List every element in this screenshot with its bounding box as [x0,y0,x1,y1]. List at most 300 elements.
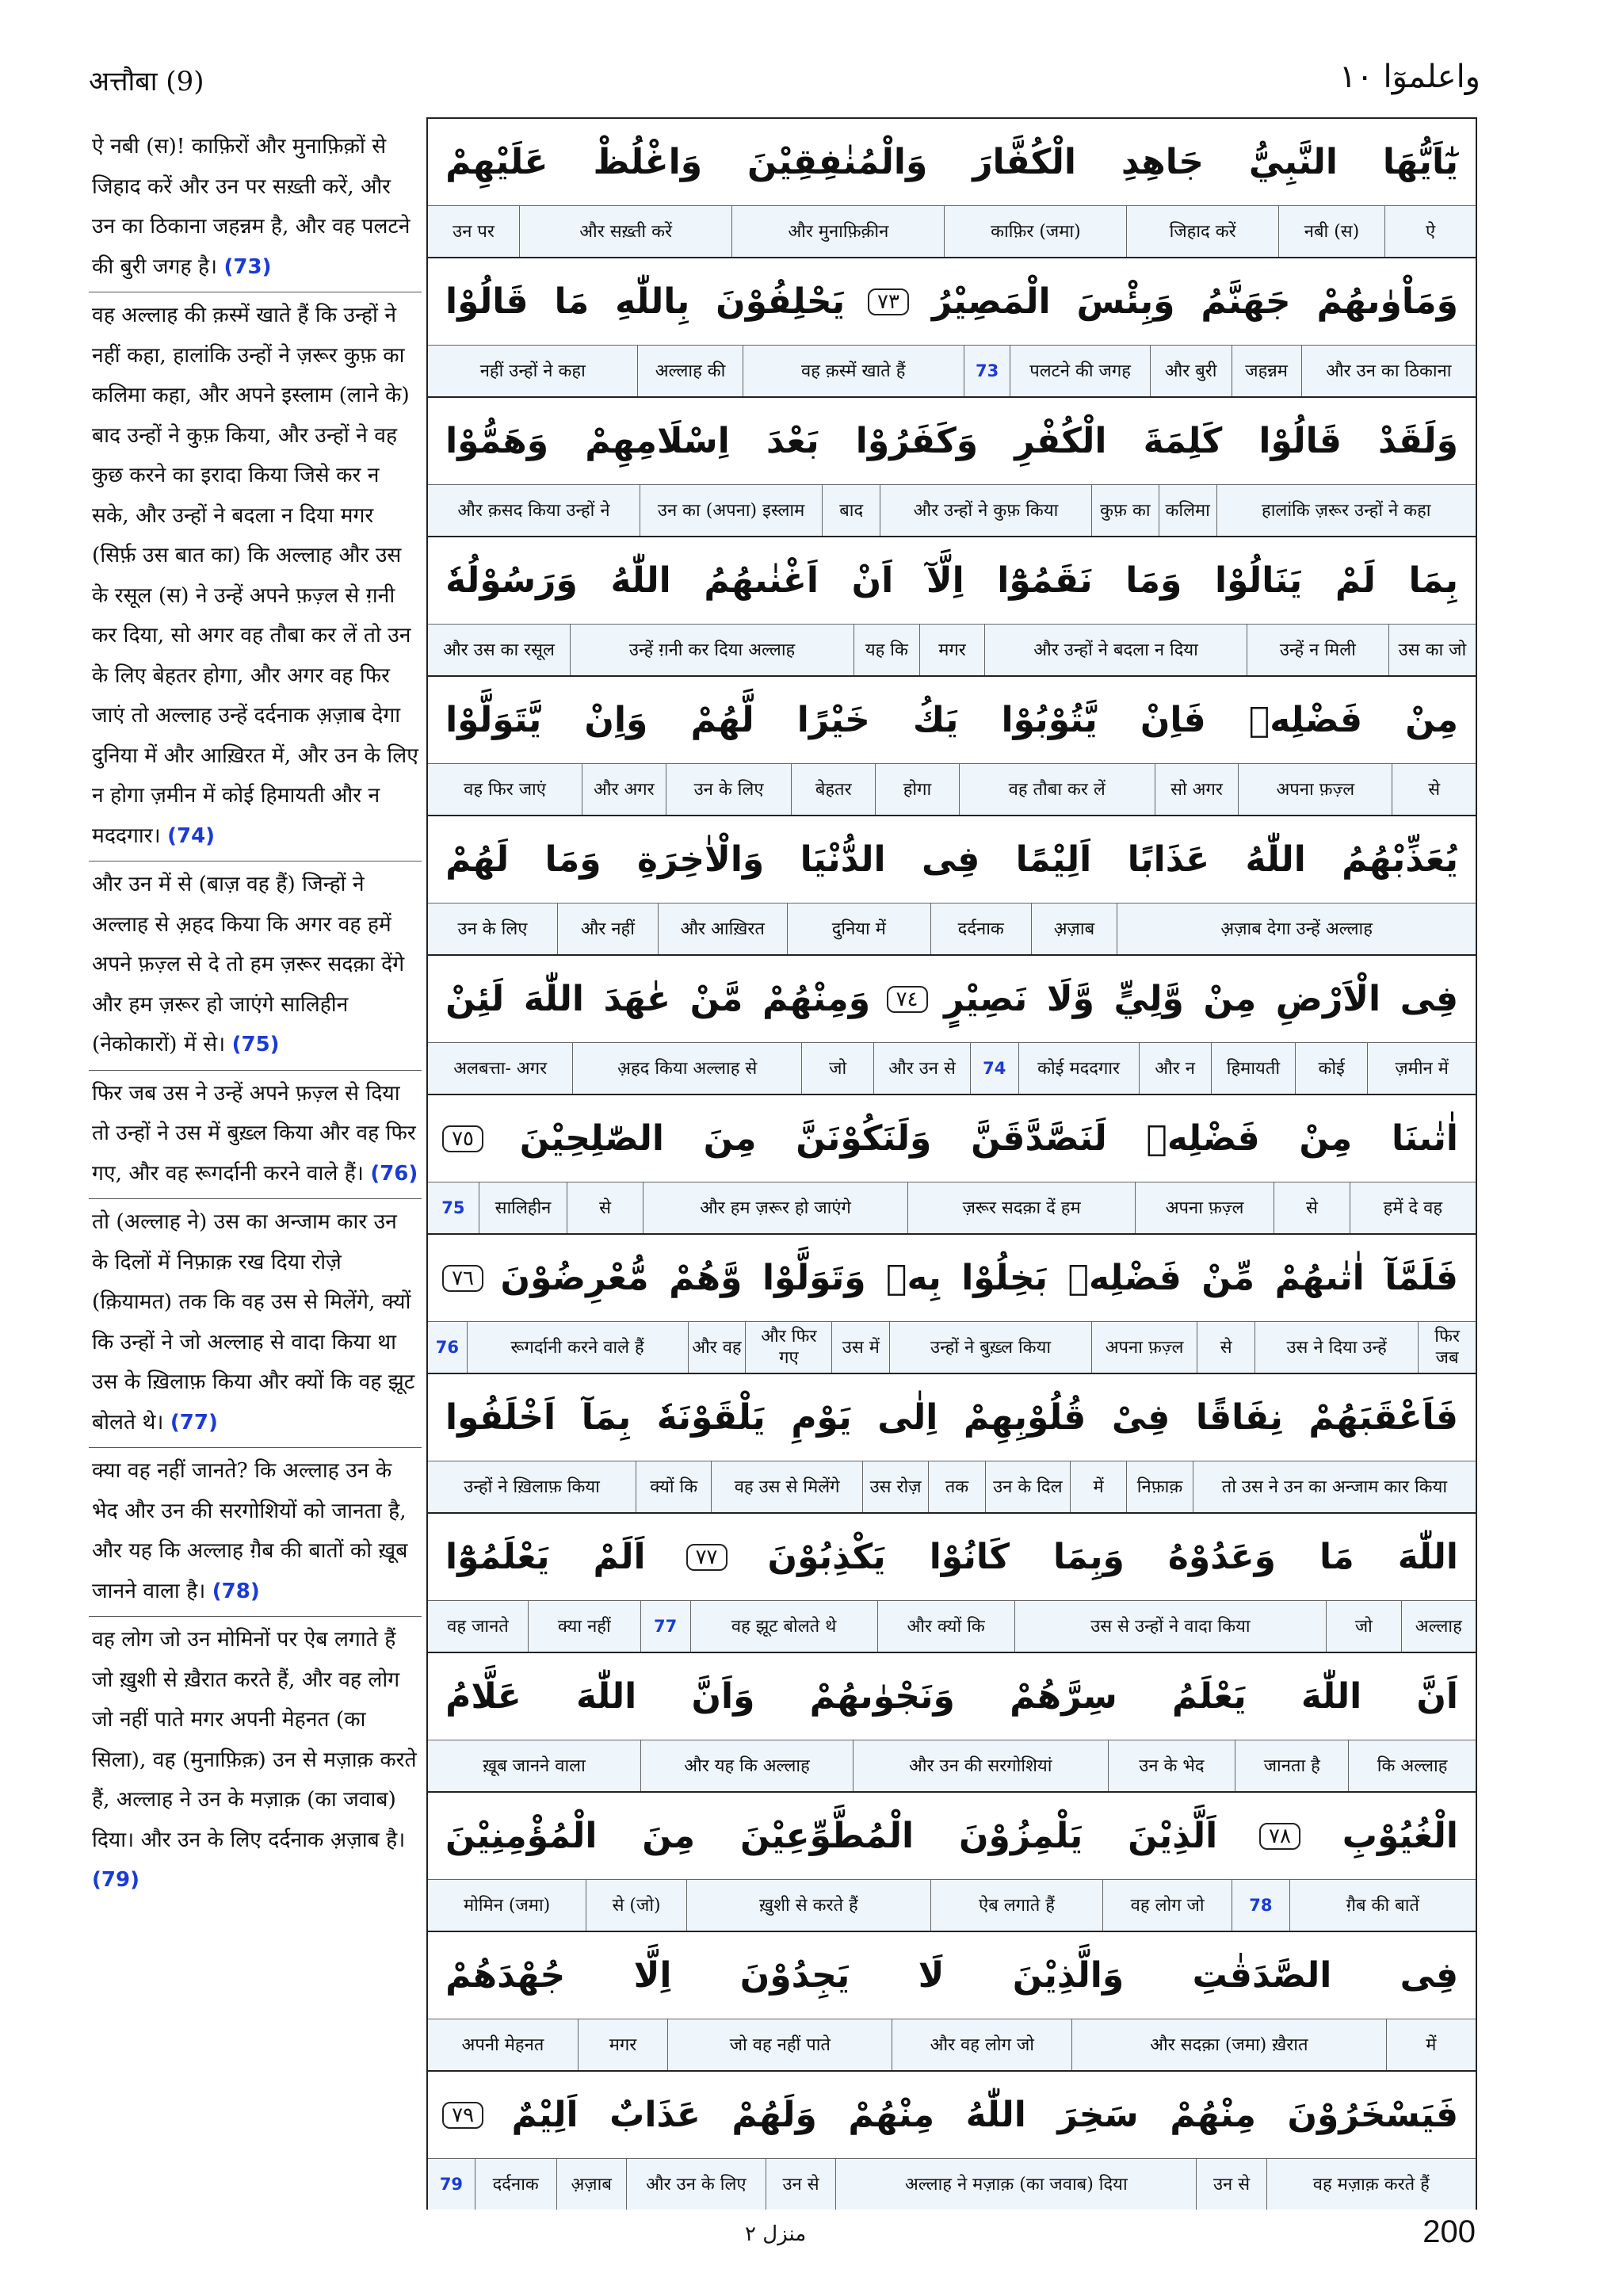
word-meaning-cell: अ़ज़ाब देगा उन्हें अल्लाह [1117,904,1476,954]
word-meaning-cell: और यह कि अल्लाह [640,1740,853,1791]
arabic-word: عَذَابًا [1127,839,1210,880]
arabic-word: فَاِنْ [1140,700,1206,740]
arabic-word: بِمَا [1408,560,1458,601]
arabic-word: اَلَمْ [593,1537,646,1577]
verse-number-cell: 78 [1232,1880,1289,1931]
word-meaning-cell: अपना फ़ज़्ल [1135,1182,1274,1233]
arabic-word: الْمُؤْمِنِيْنَ [445,1816,598,1856]
word-meaning-cell: उन्हों ने ख़िलाफ़ किया [464,1477,600,1497]
verse-row [428,1095,1476,1235]
arabic-word: مُّعْرِضُوْنَ [500,1258,649,1298]
arabic-word: مِنْ [1299,1118,1353,1159]
verse-row [428,1932,1476,2072]
word-by-word-panel [426,117,1477,2210]
word-meaning-cell: जिहाद करें [1126,206,1278,257]
word-meaning-cell: मगर [919,625,985,675]
verse-number-cell: 77 [640,1601,690,1652]
word-meaning-cell: ऐ [1384,206,1476,257]
word-meaning-cell: उन के लिए [457,919,528,939]
verse-row [428,258,1476,398]
word-meaning-cell: कोई [1295,1043,1367,1094]
paragraph-text: वह अल्लाह की क़स्में खाते हैं कि उन्हों ने नहीं कहा, हालांकि उन्हों ने ज़रूर कुफ़ का कलिमा कहा, और अपने इस्लाम (लाने के) बाद उन्हों ने कुफ़ किया, और उन्हों ने वह कुछ करने का इरादा किया जिसे कर न सके, और उन्हों ने बदला न दिया मगर (सिर्फ़ उस बात का) कि अल्लाह और उस के रसूल (स) ने उन्हें अपने फ़ज़्ल से ग़नी कर दिया, सो अगर वह तौबा कर लें तो उन के लिए बेहतर होगा, और अगर वह फिर जाएं तो अल्लाह उन्हें दर्दनाक अ़ज़ाब देगा दुनिया में और आख़िरत में, और उन के लिए न होगा ज़मीन में कोई हिमायती और न मददगार। [92,303,418,848]
translation-cells [428,764,1476,815]
arabic-word: مَّنْ [689,979,743,1019]
word-meaning-cell: तो उस ने उन का अन्जाम कार किया [1193,1461,1476,1512]
arabic-word: يُعَذِّبْهُمُ [1342,839,1458,880]
arabic-word: الْكُفْرِ [1014,421,1107,461]
verse-number-cell: 76 [435,1337,459,1357]
word-meaning-cell: ख़ुशी से करते हैं [686,1880,930,1931]
verse-row [428,816,1476,956]
word-meaning-cell: कलिमा [1159,485,1216,536]
arabic-word: فَيَسْخَرُوْنَ [1287,2095,1458,2135]
word-meaning-cell: पलटने की जगह [1010,346,1149,396]
arabic-word: وَتَوَلَّوْا [762,1258,866,1298]
translation-paragraph [89,1074,422,1200]
arabic-word: جَهَنَّمُ [1201,281,1291,322]
arabic-word: لَّهُمْ [690,700,754,740]
word-meaning-cell: अपनी मेहनत [461,2034,544,2055]
arabic-word: يَلْقَوْنَهٗ [656,1397,766,1438]
paragraph-text: क्या वह नहीं जानते? कि अल्लाह उन के भेद और उन की सरगोशियों को जानता है, और यह कि अल्लाह ग़ैब की बातों को ख़ूब जानने वाला है। [92,1458,408,1603]
arabic-word: لَئِنْ [445,979,505,1019]
translation-cells [428,2159,1476,2210]
word-meaning-cell: उन का (अपना) इस्लाम [640,485,822,536]
arabic-word: يَّتَوَلَّوْا [445,700,542,740]
arabic-word: الْمَصِيْرُ [931,281,1051,322]
word-meaning-cell: वह क़स्में खाते हैं [743,346,964,396]
verse-number: (79) [92,1868,139,1892]
word-meaning-cell: और उन्हों ने बदला न दिया [984,625,1247,675]
arabic-word: كَلِمَةَ [1143,421,1223,461]
arabic-word: فِى [1400,979,1458,1019]
arabic-word: وَكَفَرُوْا [855,421,979,461]
arabic-word: اِلَّا [633,1955,672,1996]
arabic-line [428,258,1476,346]
word-meaning-cell: उन पर [453,221,495,242]
word-meaning-cell: कि अल्लाह [1348,1740,1476,1791]
word-meaning-cell: कुफ़ का [1091,485,1159,536]
arabic-word: وَالْمُنٰفِقِيْنَ [747,142,928,182]
word-meaning-cell: सालिहीन [479,1182,567,1233]
arabic-word: بَعْدَ [766,421,819,461]
word-meaning-cell: जो वह नहीं पाते [667,2019,892,2070]
arabic-word: اٰتٰىهُمْ [1274,1258,1365,1298]
arabic-line [428,537,1476,625]
arabic-word: اَنَّ [1416,1676,1458,1717]
verse-row [428,1374,1476,1514]
word-meaning-cell: वह तौबा कर लें [959,764,1155,815]
paragraph-text: वह लोग जो उन मोमिनों पर ऐब लगाते हैं जो ख़ुशी से ख़ैरात करते हैं, और वह लोग जो नहीं पाते मगर अपनी मेहनत (का सिला), वह (मुनाफ़िक़) उन से मज़ाक़ करते हैं, अल्लाह ने उन के मज़ाक़ (का जवाब) दिया। और उन के लिए दर्दनाक अ़ज़ाब है। [92,1627,417,1852]
arabic-word: الْاَرْضِ [1275,979,1381,1019]
arabic-word: وَلَقَدْ [1378,421,1458,461]
translation-cells [428,485,1476,536]
word-meaning-cell: में [1070,1461,1126,1512]
arabic-word: وَلَهُمْ [731,2095,817,2135]
ayah-marker: ٧٧ [686,1544,727,1571]
arabic-word: اللّٰهَ [523,979,584,1019]
word-meaning-cell: तक [928,1461,984,1512]
arabic-word: اَلِيْمٌ [511,2095,579,2135]
translation-cells [428,1322,1476,1373]
arabic-word: اللّٰهَ [1397,1537,1458,1577]
word-meaning-cell: और सख़्ती करें [519,206,731,257]
arabic-word: وَبِمَا [1052,1537,1125,1577]
verse-number: (78) [212,1579,260,1603]
word-meaning-cell: जहन्नम [1232,346,1301,396]
word-meaning-cell: ऐब लगाते हैं [930,1880,1102,1931]
arabic-word: قَالُوْا [1258,421,1342,461]
word-meaning-cell: और नहीं [557,904,658,954]
translation-cells [428,1880,1476,1931]
word-meaning-cell: और हम ज़रूर हो जाएंगे [643,1182,907,1233]
arabic-word: جُهْدَهُمْ [445,1955,566,1996]
arabic-word: يَعْلَمُ [1171,1676,1247,1717]
verse-number: (73) [223,254,272,279]
ayah-marker: ٧٥ [442,1125,483,1152]
arabic-word: بِهٖ [886,1258,941,1298]
arabic-word: فَلَمَّآ [1384,1258,1458,1298]
verse-number-cell: 74 [970,1043,1018,1094]
arabic-word: مِنْ [1203,979,1257,1019]
verse-number: (76) [370,1161,418,1186]
juz-title: واعلموٓا ١٠ [1338,59,1480,95]
word-meaning-cell: अ़ज़ाब [1031,904,1117,954]
arabic-word: يٰٓاَيُّهَا [1382,142,1458,182]
arabic-word: اَنْ [851,560,894,601]
word-meaning-cell: अ़हद किया अल्लाह से [572,1043,801,1094]
word-meaning-cell: उस का जो [1388,625,1476,675]
word-meaning-cell: यह कि [854,625,919,675]
translation-paragraph [89,296,422,861]
arabic-line [428,119,1476,206]
word-meaning-cell: अल्लाह [1401,1601,1476,1652]
word-meaning-cell: होगा [875,764,959,815]
ayah-marker: ٧٤ [887,986,928,1013]
arabic-line [428,1793,1476,1880]
word-meaning-cell: जानता है [1235,1740,1348,1791]
word-meaning-cell: वह लोग जो [1102,1880,1232,1931]
arabic-word: سِرَّهُمْ [1010,1676,1117,1717]
word-meaning-cell: से (जो) [586,1880,686,1931]
word-meaning-cell: और वह [688,1322,746,1373]
word-meaning-cell: और उन का ठिकाना [1301,346,1476,396]
word-meaning-cell: और न [1139,1043,1211,1094]
word-meaning-cell: अपना फ़ज़्ल [1238,764,1392,815]
word-meaning-cell: हालांकि ज़रूर उन्हों ने कहा [1216,485,1476,536]
translation-paragraph [89,1620,422,1905]
word-meaning-cell: निफ़ाक़ [1126,1461,1192,1512]
arabic-word: الْكُفَّارَ [972,142,1076,182]
page-number: 200 [1423,2214,1476,2249]
arabic-line [428,1932,1476,2019]
arabic-word: مِنْهُمْ [1170,2095,1256,2135]
word-meaning-cell: अल्लाह की [637,346,742,396]
arabic-word: يَوْمِ [791,1397,852,1438]
arabic-line [428,1374,1476,1461]
arabic-word: اَلِيْمًا [1015,839,1092,880]
word-meaning-cell: जो [1326,1601,1400,1652]
word-meaning-cell: दर्दनाक [930,904,1031,954]
arabic-word: فِى [1400,1955,1458,1996]
arabic-word: وَاَنَّ [691,1676,755,1717]
translation-paragraph [89,1451,422,1617]
arabic-word: بَخِلُوْا [961,1258,1048,1298]
arabic-word: اللّٰهَ [576,1676,637,1717]
word-meaning-cell: जो [801,1043,873,1094]
word-meaning-cell: मोमिन (जमा) [463,1895,551,1916]
arabic-word: اَغْنٰىهُمُ [704,560,819,601]
word-meaning-cell: और उन के लिए [626,2159,766,2210]
arabic-word: وَالْاٰخِرَةِ [637,839,765,880]
arabic-word: مِنْ [1405,700,1458,740]
word-meaning-cell: दुनिया में [787,904,930,954]
arabic-word: قُلُوْبِهِمْ [963,1397,1086,1438]
arabic-line [428,398,1476,485]
verse-row [428,2072,1476,2210]
word-meaning-cell: और उन की सरगोशियां [853,1740,1108,1791]
word-meaning-cell: उस रोज़ [862,1461,928,1512]
arabic-word: اللّٰهَ [1300,1676,1362,1717]
word-meaning-cell: ज़मीन में [1367,1043,1476,1094]
translation-cells [428,1601,1476,1652]
arabic-word: فِى [921,839,980,880]
word-meaning-cell: उस ने दिया उन्हें [1254,1322,1418,1373]
word-meaning-cell: उन के लिए [666,764,792,815]
arabic-word: وَرَسُوْلُهٗ [445,560,578,601]
word-meaning-cell: नहीं उन्हों ने कहा [479,361,586,381]
arabic-word: عَلَّامُ [445,1676,521,1717]
arabic-word: نَقَمُوْٓا [997,560,1093,601]
paragraph-text: तो (अल्लाह ने) उस का अन्जाम कार उन के दिलों में निफ़ाक़ रख दिया रोज़े (क़ियामत) तक कि वह उस से मिलेंगे, क्यों कि उन्हों ने जो अल्लाह से वादा किया था उस के ख़िलाफ़ किया और क्यों कि वह झूट बोलते थे। [92,1209,415,1435]
arabic-word: وَعَدُوْهُ [1167,1537,1277,1577]
arabic-word: يَلْمِزُوْنَ [958,1816,1083,1856]
arabic-word: وَالَّذِيْنَ [1012,1955,1125,1996]
arabic-word: وَمَا [1125,560,1182,601]
word-meaning-cell: उन्हों ने बुख़्ल किया [889,1322,1091,1373]
word-meaning-cell: उस में [831,1322,889,1373]
translation-cells [428,206,1476,257]
translation-cells [428,1461,1476,1512]
word-meaning-cell: से [1197,1322,1254,1373]
verse-number-cell: 75 [441,1198,465,1217]
arabic-word: نِفَاقًا [1195,1397,1283,1438]
manzil-label: منزل ٢ [745,2222,807,2246]
word-meaning-cell: और वह लोग जो [892,2019,1071,2070]
word-meaning-cell: अ़ज़ाब [556,2159,626,2210]
word-meaning-cell: और क्यों कि [877,1601,1014,1652]
ayah-marker: ٧٩ [442,2102,483,2129]
arabic-word: اِلٰى [877,1397,938,1438]
translation-cells [428,1182,1476,1233]
word-meaning-cell: और सदक़ा (जमा) ख़ैरात [1071,2019,1386,2070]
translation-paragraph [89,1202,422,1448]
arabic-word: لَمْ [1335,560,1376,601]
arabic-word: وَاغْلُظْ [593,142,703,182]
arabic-line [428,1095,1476,1182]
arabic-word: وَبِئْسَ [1076,281,1175,322]
arabic-word: وَهَمُّوْا [445,421,549,461]
word-meaning-cell: ज़रूर सदक़ा दें हम [907,1182,1135,1233]
arabic-word: فِىْ [1111,1397,1170,1438]
arabic-word: يَكْذِبُوْنَ [767,1537,886,1577]
verse-row [428,537,1476,677]
verse-number: (77) [170,1410,218,1435]
arabic-word: مِّنْ [1201,1258,1255,1298]
word-meaning-cell: वह फिर जाएं [464,779,546,800]
arabic-word: مَا [554,281,590,322]
word-meaning-cell: और उन से [873,1043,970,1094]
arabic-word: وَلَنَكُوْنَنَّ [796,1118,932,1159]
verse-row [428,1235,1476,1374]
word-meaning-cell: बेहतर [791,764,875,815]
arabic-word: اِلَّآ [926,560,964,601]
arabic-word: اللّٰهُ [610,560,671,601]
word-meaning-cell: ग़ैब की बातें [1289,1880,1476,1931]
verse-row [428,1653,1476,1793]
word-meaning-cell: अपना फ़ज़्ल [1091,1322,1197,1373]
word-meaning-cell: और उन्हों ने कुफ़ किया [880,485,1091,536]
arabic-word: فَضْلِهٖ [1146,1118,1260,1159]
arabic-line [428,1235,1476,1322]
word-meaning-cell: उन्हें न मिली [1247,625,1388,675]
arabic-word: جَاهِدِ [1121,142,1204,182]
paragraph-text: फिर जब उस ने उन्हें अपने फ़ज़्ल से दिया तो उन्हों ने उस में बुख़्ल किया और वह फिर गए, और वह रूगर्दानी करने वाले हैं। [92,1080,416,1186]
arabic-word: يَنَالُوْا [1215,560,1303,601]
arabic-line [428,956,1476,1043]
arabic-word: الصّٰلِحِيْنَ [519,1118,664,1159]
word-meaning-cell: और क़सद किया उन्हों ने [457,500,610,521]
word-meaning-cell: वह उस से मिलेंगे [711,1461,862,1512]
word-meaning-cell: नबी (स) [1278,206,1384,257]
word-meaning-cell: हमें दे वह [1350,1182,1476,1233]
arabic-word: فَضْلِهٖ [1248,700,1363,740]
arabic-word: بِاللّٰهِ [615,281,690,322]
arabic-word: وَمَا [544,839,601,880]
arabic-line [428,677,1476,764]
arabic-word: نَصِيْرٍ [944,979,1028,1019]
arabic-line [428,1514,1476,1601]
arabic-word: اَلَّذِيْنَ [1128,1816,1218,1856]
word-meaning-cell: अलबत्ता- अगर [453,1058,548,1079]
word-meaning-cell: दर्दनाक [475,2159,556,2210]
ayah-marker: ٧٦ [442,1265,483,1292]
arabic-word: وَمَاْوٰىهُمْ [1316,281,1458,322]
arabic-word: فَاَعْقَبَهُمْ [1308,1397,1458,1438]
word-meaning-cell: और आख़िरत [658,904,787,954]
arabic-word: وَّلِيٍّ [1113,979,1184,1019]
word-meaning-cell: और बुरी [1150,346,1232,396]
word-meaning-cell: उन से [766,2159,835,2210]
arabic-word: وَمِنْهُمْ [762,979,871,1019]
translation-cells [428,904,1476,954]
word-meaning-cell: क्या नहीं [528,1601,640,1652]
arabic-word: الدُّنْيَا [800,839,886,880]
arabic-word: اَخْلَفُوا [445,1397,556,1438]
ayah-marker: ٧٨ [1259,1823,1300,1850]
arabic-word: عٰهَدَ [603,979,671,1019]
word-meaning-cell: और उस का रसूल [443,640,555,660]
paragraph-text: और उन में से (बाज़ वह हैं) जिन्हों ने अल्लाह से अ़हद किया कि अगर वह हमें अपने फ़ज़्ल से दे तो हम ज़रूर सदक़ा देंगे और हम ज़रूर हो जाएंगे सालिहीन (नेकोकारों) में से। [92,872,405,1056]
arabic-word: بِمَآ [581,1397,632,1438]
arabic-word: اللّٰهُ [1245,839,1306,880]
word-meaning-cell: से [1274,1182,1350,1233]
translation-cells [428,1740,1476,1791]
word-meaning-cell: उन के भेद [1108,1740,1235,1791]
word-meaning-cell: काफ़िर (जमा) [944,206,1126,257]
arabic-word: كَانُوْا [929,1537,1010,1577]
verse-row [428,1793,1476,1932]
arabic-word: قَالُوْا [445,281,529,322]
arabic-word: اللّٰهُ [965,2095,1026,2135]
translation-column [89,127,422,2211]
word-meaning-cell: वह मज़ाक़ करते हैं [1266,2159,1476,2210]
arabic-word: فَضْلِهٖ [1067,1258,1182,1298]
arabic-line [428,2072,1476,2159]
arabic-word: يَكُ [912,700,959,740]
verse-row [428,677,1476,816]
arabic-word: سَخِرَ [1057,2095,1139,2135]
arabic-word: مِنَ [703,1118,757,1159]
arabic-word: خَيْرًا [796,700,870,740]
arabic-word: الْغُيُوْبِ [1342,1816,1458,1856]
word-meaning-cell: क्यों कि [636,1461,711,1512]
arabic-line [428,816,1476,904]
arabic-word: الصَّدَقٰتِ [1192,1955,1332,1996]
arabic-word: وَاِنْ [584,700,648,740]
arabic-word: وَّلَا [1046,979,1094,1019]
word-meaning-cell: रूगर्दानी करने वाले हैं [467,1322,688,1373]
arabic-word: اِسْلَامِهِمْ [585,421,730,461]
word-meaning-cell: और अगर [582,764,666,815]
word-meaning-cell: मगर [578,2019,667,2070]
verse-number-cell: 73 [964,346,1010,396]
word-meaning-cell: उन से [1196,2159,1266,2210]
arabic-word: يَّتُوْبُوْا [1001,700,1098,740]
arabic-word: لَهُمْ [445,839,510,880]
arabic-word: مِنَ [642,1816,696,1856]
translation-cells [428,2019,1476,2070]
word-meaning-cell: ख़ूब जानने वाला [483,1755,586,1776]
translation-paragraph [89,127,422,292]
word-meaning-cell: और फिर गए [745,1322,831,1373]
arabic-word: الْمُطَّوِّعِيْنَ [739,1816,915,1856]
word-meaning-cell: उस से उन्हों ने वादा किया [1014,1601,1326,1652]
arabic-word: مَا [1319,1537,1354,1577]
arabic-word: اٰتٰىنَا [1391,1118,1458,1159]
word-meaning-cell: हिमायती [1211,1043,1295,1094]
translation-cells [428,625,1476,675]
verse-number: (75) [231,1033,280,1056]
word-meaning-cell: में [1386,2019,1476,2070]
word-meaning-cell: सो अगर [1155,764,1239,815]
arabic-word: لَا [918,1955,945,1996]
surah-title: अत्तौबा (9) [89,66,204,97]
translation-paragraph [89,865,422,1071]
arabic-word: عَلَيْهِمْ [445,142,548,182]
verse-row [428,1514,1476,1653]
arabic-word: يَعْلَمُوْٓا [445,1537,550,1577]
word-meaning-cell: कोई मददगार [1018,1043,1139,1094]
word-meaning-cell: से [567,1182,643,1233]
word-meaning-cell: बाद [822,485,880,536]
arabic-line [428,1653,1476,1740]
word-meaning-cell: वह झूट बोलते थे [690,1601,877,1652]
ayah-marker: ٧٣ [868,288,909,315]
word-meaning-cell: उन्हें ग़नी कर दिया अल्लाह [570,625,854,675]
verse-row [428,119,1476,258]
paragraph-text: ऐ नबी (स)! काफ़िरों और मुनाफ़िक़ों से जिहाद करें और उन पर सख़्ती करें, और उन का ठिकाना जहन्नम है, और वह पलटने की बुरी जगह है। [92,134,411,279]
